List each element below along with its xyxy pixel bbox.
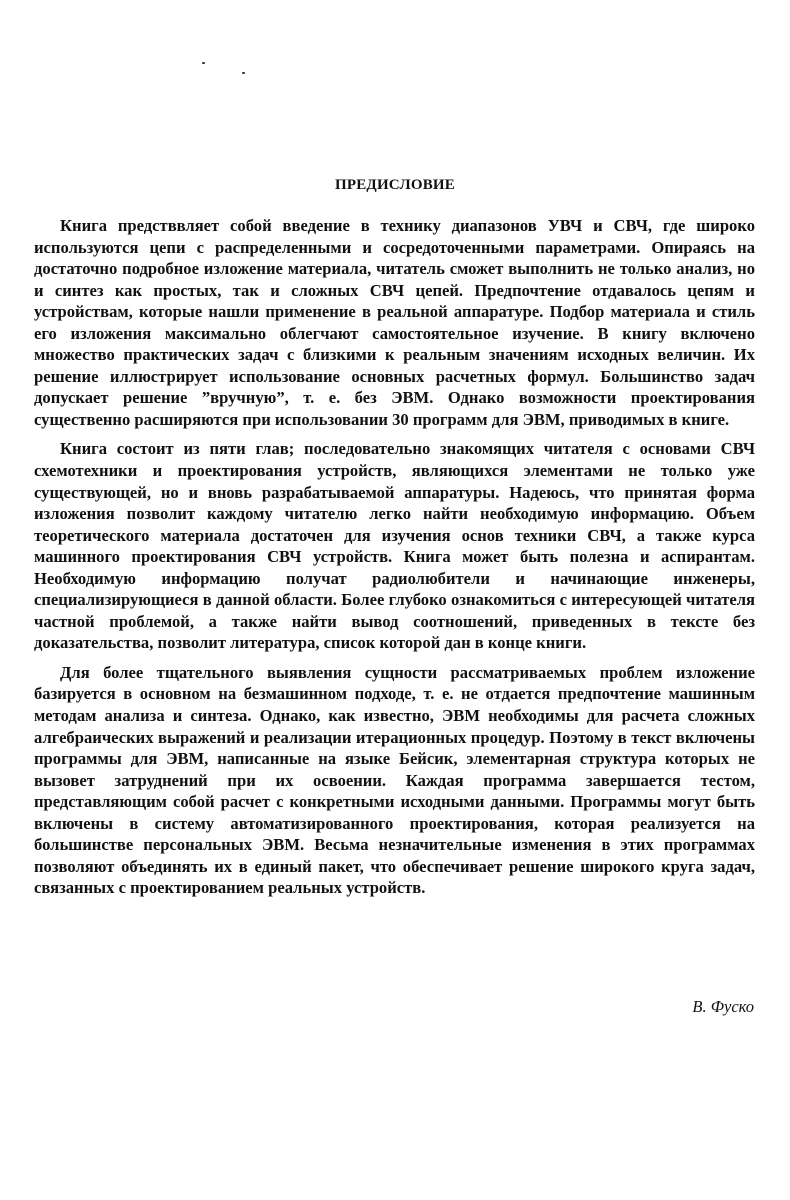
paragraph-2: Книга состоит из пяти глав; последовательно знакомящих читателя с основами СВЧ схемотехники и проектирования устройств, являющихся элементами не только уже существующей, но и вновь разрабатываемой аппаратуры. Надеюсь, что принятая форма изложения позволит каждому читателю легко найти необходимую информацию. Объем теоретического материала достаточен для изучения основ техники СВЧ, а также курса машинного проектирования СВЧ устройств. Книга может быть полезна и аспирантам. Необходимую информацию получат радиолюбители и начинающие инженеры, специализирующиеся в данной области. Более глубоко ознакомиться с интересующей читателя частной проблемой, а также найти вывод соотношений, приведенных в тексте без доказательства, позволит литература, список которой дан в конце книги.: [34, 439, 755, 653]
scan-speck: [202, 62, 205, 64]
preface-body: [34, 215, 755, 907]
scan-speck: [242, 72, 245, 74]
page-title: ПРЕДИСЛОВИЕ: [334, 177, 455, 193]
paragraph-3: Для более тщательного выявления сущности рассматриваемых проблем изложение базируется в основном на безмашинном подходе, т. е. не отдается предпочтение машинным методам анализа и синтеза. Однако, как известно, ЭВМ необходимы для расчета сложных алгебраических выражений и реализации итерационных процедур. Поэтому в текст включены программы для ЭВМ, написанные на языке Бейсик, элементарная структура которых не вызовет затруднений при их освоении. Каждая программа завершается тестом, представляющим собой расчет с конкретными исходными данными. Программы могут быть включены в систему автоматизированного проектирования, которая реализуется на большинстве персональных ЭВМ. Весьма незначительные изменения в этих программах позволяют объединять их в единый пакет, что обеспечивает решение широкого круга задач, связанных с проектированием реальных устройств.: [34, 662, 755, 898]
author-signature: В. Фуско: [692, 997, 754, 1016]
scan-specks: [200, 60, 260, 80]
paragraph-1: Книга предстввляет собой введение в технику диапазонов УВЧ и СВЧ, где широко используются цепи с распределенными и сосредоточенными параметрами. Опираясь на достаточно подробное изложение материала, читатель сможет выполнить не только анализ, но и синтез как простых, так и сложных СВЧ цепей. Предпочтение отдавалось цепям и устройствам, которые нашли применение в реальной аппаратуре. Подбор материала и стиль его изложения максимально облегчают самостоятельное изучение. В книгу включено множество практических задач с близкими к реальным значениям исходных величин. Их решение иллюстрирует использование основных расчетных формул. Большинство задач допускает решение ”вручную”, т. е. без ЭВМ. Однако возможности проектирования существенно расширяются при использовании 30 программ для ЭВМ, приводимых в книге.: [34, 216, 755, 429]
